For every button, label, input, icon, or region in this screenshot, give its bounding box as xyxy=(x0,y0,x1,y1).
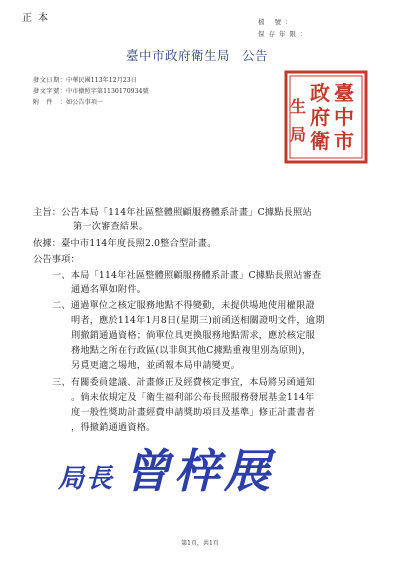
agency-name: 臺中市政府衛生局 xyxy=(126,48,231,63)
item-3-line-2: 。倘未依規定及「衛生福利部公布長照服務發展基金114年 xyxy=(71,392,315,403)
svg-text:市: 市 xyxy=(334,129,354,153)
item-1-line-1: 一、本局「114年社區整體照顧服務體系計畫」C據點長照站審查 xyxy=(52,270,322,281)
basis-line: 依據：臺中市114年度長照2.0整合型計畫。 xyxy=(33,238,217,249)
attachment-key: 附件： xyxy=(33,99,66,106)
item-2-line-3: 則撤銷通過資格；倘單位具更換服務地點需求，應於核定服 xyxy=(71,330,316,341)
file-number-label: 檔 號： xyxy=(258,18,296,26)
document-type: 公告 xyxy=(242,48,269,63)
announcement-items-heading: 公告事項： xyxy=(33,254,80,265)
item-3-line-4: ，得撤銷通過資格。 xyxy=(71,422,156,433)
svg-text:政: 政 xyxy=(310,81,330,105)
issue-date-value: 中華民國113年12月23日 xyxy=(66,77,137,84)
item-2-line-4: 務地點之所在行政區(以非與其他C據點重複里別為原則)， xyxy=(71,345,312,356)
item-2-line-5: 另覓更適之場地，並函報本局申請變更。 xyxy=(71,360,240,371)
original-copy-mark: 正本 xyxy=(22,13,54,24)
subject-line-1: 主旨：公告本局「114年社區整體照顧服務體系計畫」C據點長照站 xyxy=(33,207,312,218)
item-2-line-2: 明者，應於114年1月8日(星期三)前函送相關證明文件，逾期 xyxy=(71,315,325,326)
director-name: 曾梓展 xyxy=(124,444,275,498)
attachment-value: 如公告事項一 xyxy=(66,99,104,106)
svg-text:中: 中 xyxy=(334,105,354,129)
director-title: 局長 xyxy=(58,464,115,494)
item-1-line-2: 通過名單如附件。 xyxy=(71,284,147,295)
retention-period-label: 保存年限： xyxy=(258,30,311,38)
svg-text:衛: 衛 xyxy=(310,129,330,153)
issue-date-key: 發文日期： xyxy=(33,77,66,84)
attachment-row xyxy=(33,97,103,106)
document-number-key: 發文字號： xyxy=(33,88,66,95)
svg-text:臺: 臺 xyxy=(334,81,354,105)
document-heading xyxy=(126,46,268,64)
svg-text:府: 府 xyxy=(310,105,330,129)
page-number: 第1頁，共1頁 xyxy=(181,540,219,547)
subject-line-2: 第一次審查結果。 xyxy=(73,221,149,232)
item-2-line-1: 二、通過單位之核定服務地點不得變動，未提供場地使用權限證 xyxy=(52,300,315,311)
item-3-line-3: 度一般性獎助計畫經費申請獎助項目及基準」修正計畫書者 xyxy=(71,407,316,418)
svg-text:生: 生 xyxy=(289,97,307,116)
item-3-line-1: 三、有關委員建議、計畫修正及經費核定事宜，本局將另函通知 xyxy=(52,377,315,388)
issue-date-row xyxy=(33,75,137,84)
document-number-row xyxy=(33,86,149,95)
official-seal-stamp xyxy=(284,70,368,164)
director-signature-stamp xyxy=(58,435,274,501)
document-number-value: 中市衛照字第1130170934號 xyxy=(66,88,149,95)
svg-text:局: 局 xyxy=(289,125,307,144)
